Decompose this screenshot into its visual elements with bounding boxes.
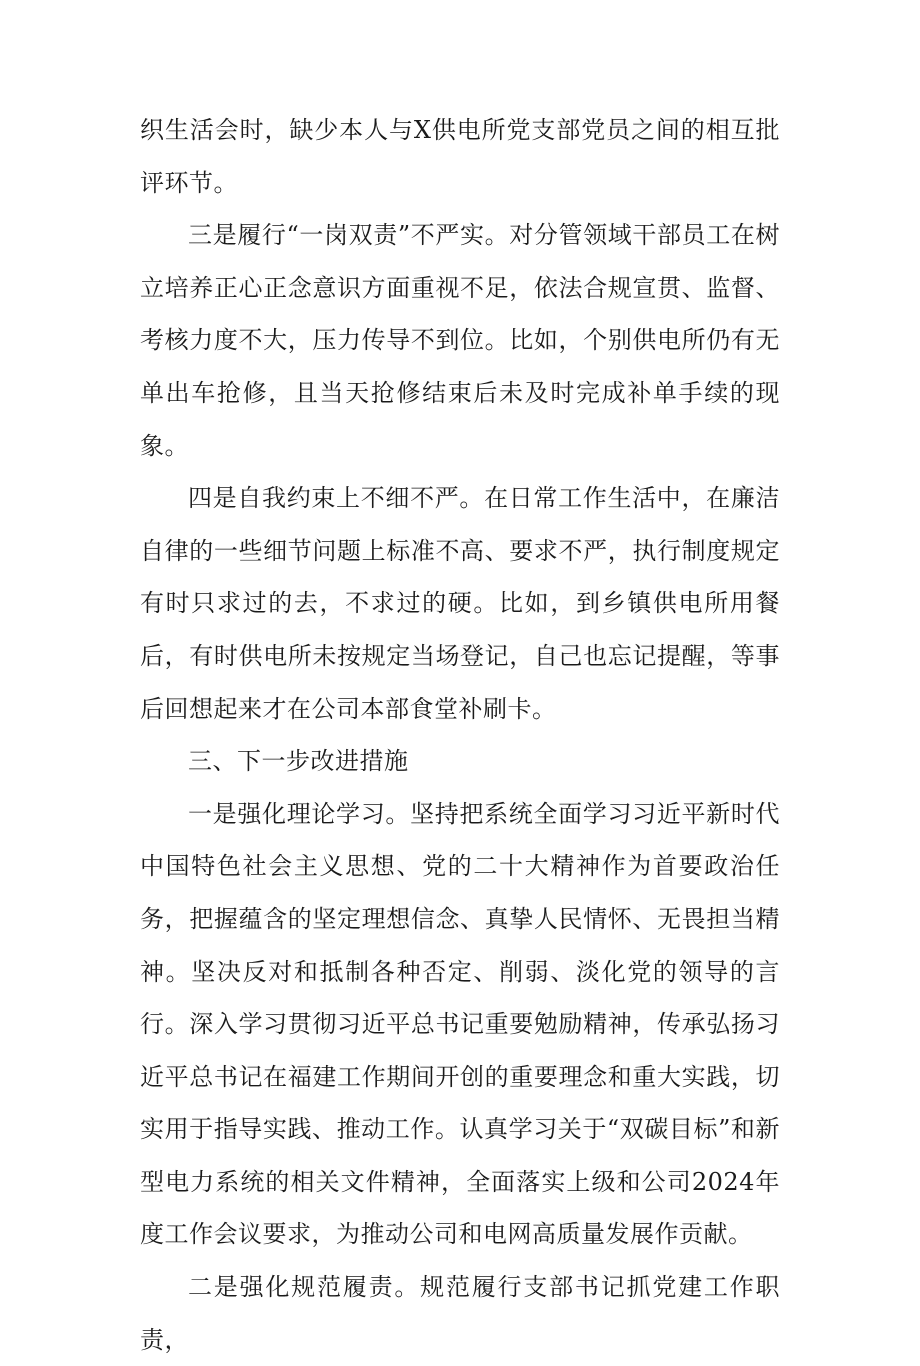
- paragraph-continuation: 织生活会时，缺少本人与X供电所党支部党员之间的相互批评环节。: [140, 116, 780, 197]
- paragraph-point-three: 三是履行“一岗双责”不严实。对分管领域干部员工在树立培养正心正念意识方面重视不足，依法合规宣贯、监督、考核力度不大，压力传导不到位。比如，个别供电所仍有无单出车抢修，且当天抢修结束后未及时完成补单手续的现象。: [140, 221, 780, 460]
- paragraph-measure-two: 二是强化规范履责。规范履行支部书记抓党建工作职责，: [140, 1273, 780, 1354]
- section-heading: 三、下一步改进措施: [188, 747, 409, 776]
- paragraph-point-four: 四是自我约束上不细不严。在日常工作生活中，在廉洁自律的一些细节问题上标准不高、要求不严，执行制度规定有时只求过的去，不求过的硬。比如，到乡镇供电所用餐后，有时供电所未按规定当场登记，自己也忘记提醒，等事后回想起来才在公司本部食堂补刷卡。: [140, 484, 780, 723]
- paragraph-measure-one: 一是强化理论学习。坚持把系统全面学习习近平新时代中国特色社会主义思想、党的二十大精神作为首要政治任务，把握蕴含的坚定理想信念、真挚人民情怀、无畏担当精神。坚决反对和抵制各种否定、削弱、淡化党的领导的言行。深入学习贯彻习近平总书记重要勉励精神，传承弘扬习近平总书记在福建工作期间开创的重要理念和重大实践，切实用于指导实践、推动工作。认真学习关于“双碳目标”和新型电力系统的相关文件精神，全面落实上级和公司2024年度工作会议要求，为推动公司和电网高质量发展作贡献。: [140, 799, 780, 1249]
- document-body: [140, 104, 780, 1366]
